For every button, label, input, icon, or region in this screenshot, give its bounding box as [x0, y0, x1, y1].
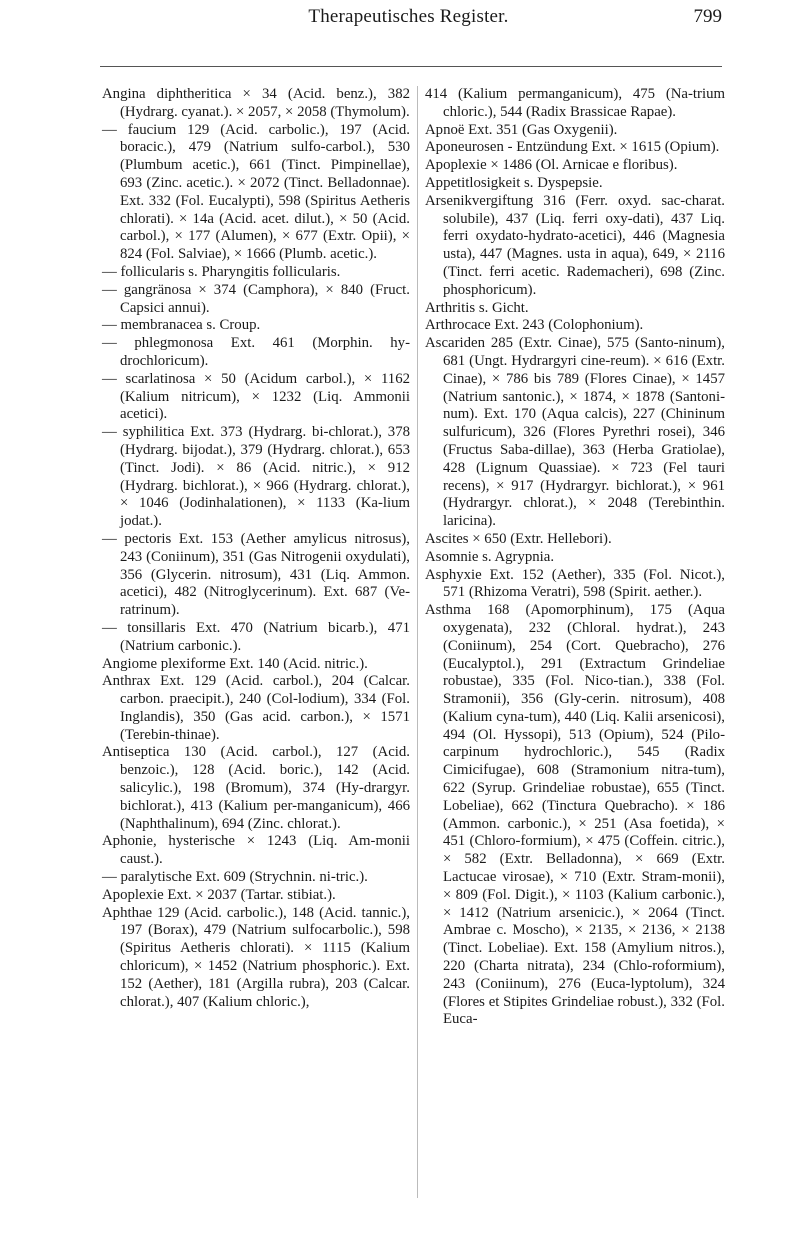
index-entry: — scarlatinosa × 50 (Acidum carbol.), × 1162 (Kalium nitricum), × 1232 (Liq. Ammonii acetici). — [102, 370, 410, 423]
index-entry: Arsenikvergiftung 316 (Ferr. oxyd. sac-charat. solubile), 437 (Liq. ferri oxy-dati), 437 Liq. ferri oxydato-hydrato-acetici), 446 (Magnesia usta), 447 (Magnes. usta in aqua), 649, × 2116 (Tinct. ferri acetic. Rademacheri), 698 (Zinc. phosphoricum). — [425, 192, 725, 298]
index-entry: — faucium 129 (Acid. carbolic.), 197 (Acid. boracic.), 479 (Natrium sulfo-carbol.), 530 (Plumbum acetic.), 661 (Tinct. Pimpinellae), 693 (Zinc. acetic.). × 2072 (Tinct. Belladonnae). Ext. 332 (Fol. Eucalypti), 598 (Spiritus Aetheris chlorati). × 14a (Acid. acet. dilut.), × 50 (Acid. carbol.), × 177 (Alumen), × 677 (Extr. Opii), × 824 (Fol. Salviae), × 1666 (Plumb. acetic.). — [102, 121, 410, 263]
index-entry: Ascariden 285 (Extr. Cinae), 575 (Santo-ninum), 681 (Ungt. Hydrargyri cine-reum). × 616 (Extr. Cinae), × 786 bis 789 (Flores Cinae), × 1457 (Natrium santonic.), × 1874, × 1878 (Santoni-num). Ext. 170 (Aqua calcis), 227 (Chininum sulfuricum), 326 (Flores Pyrethri rosei), 346 (Fructus Saba-dillae), 363 (Herba Gratiolae), 428 (Lignum Quassiae). × 723 (Fel tauri recens), × 917 (Hydrargyr. bichlorat.), × 961 (Hydrargyr. chlorat.), × 2048 (Terebinthin. laricina). — [425, 335, 725, 530]
index-entry: — membranacea s. Croup. — [102, 317, 261, 334]
index-entry: Aphonie, hysterische × 1243 (Liq. Am-monii caust.). — [102, 833, 410, 868]
index-entry: — follicularis s. Pharyngitis follicularis. — [102, 263, 341, 280]
index-entry: Apoplexie Ext. × 2037 (Tartar. stibiat.). — [102, 886, 336, 903]
index-entry: — gangränosa × 374 (Camphora), × 840 (Fruct. Capsici annui). — [102, 281, 410, 316]
index-entry: Anthrax Ext. 129 (Acid. carbol.), 204 (Calcar. carbon. praecipit.), 240 (Col-lodium), 334 (Fol. Inglandis), 350 (Gas acid. carbon.), × 1571 (Terebin-thinae). — [102, 673, 410, 743]
left-column — [102, 86, 410, 1011]
index-entry: — pectoris Ext. 153 (Aether amylicus nitrosus), 243 (Coniinum), 351 (Gas Nitrogenii oxydulati), 356 (Glycerin. nitrosum), 431 (Liq. Ammon. acetici), 482 (Nitroglycerinum). Ext. 687 (Ve-ratrinum). — [102, 530, 410, 619]
header-rule — [100, 66, 722, 67]
page-title: Therapeutisches Register. — [308, 6, 509, 27]
index-entry: Angina diphtheritica × 34 (Acid. benz.), 382 (Hydrarg. cyanat.). × 2057, × 2058 (Thymolum). — [102, 86, 410, 120]
page-number: 799 — [693, 6, 722, 27]
index-entry: Ascites × 650 (Extr. Hellebori). — [425, 530, 612, 547]
index-entry: Asthma 168 (Apomorphinum), 175 (Aqua oxygenata), 232 (Chloral. hydrat.), 243 (Coniinum), 254 (Cort. Quebracho), 276 (Eucalyptol.), 291 (Extractum Grindeliae robustae), 335 (Fol. Nico-tian.), 338 (Fol. Stramonii), 356 (Gly-cerin. nitrosum), 408 (Kalium cyna-tum), 440 (Liq. Kalii arsenicosi), 494 (Ol. Hyssopi), 513 (Opium), 524 (Pilo-carpinum hydrochloric.), 545 (Radix Cimicifugae), 608 (Stramonium nitra-tum), 622 (Syrup. Grindeliae robustae), 655 (Tinct. Lobeliae), 662 (Tinctura Quebracho). × 186 (Ammon. carbonic.), × 251 (Asa foetida), × 451 (Chloro-formium), × 475 (Coffein. citric.), × 582 (Extr. Belladonna), × 669 (Extr. Lactucae virosae), × 710 (Extr. Stram-monii), × 809 (Fol. Digit.), × 1103 (Kalium carbonic.), × 1412 (Natrium arsenicic.), × 2064 (Tinct. Ambrae c. Moscho), × 2135, × 2136, × 2138 (Tinct. Lobeliae). Ext. 158 (Amylium nitros.), 220 (Charta nitrata), 234 (Chlo-roformium), 243 (Coniinum), 276 (Euca-lyptolum), 324 (Flores et Stipites Grindeliae robust.), 332 (Fol. Euca- — [425, 602, 725, 1028]
index-entry: — syphilitica Ext. 373 (Hydrarg. bi-chlorat.), 378 (Hydrarg. bijodat.), 379 (Hydrarg. chlorat.), 653 (Tinct. Jodi). × 86 (Acid. nitric.), × 912 (Hydrarg. bichlorat.), × 966 (Hydrarg. chlorat.), × 1046 (Jodinhalationen), × 1133 (Ka-lium jodat.). — [102, 424, 410, 530]
index-entry: Angiome plexiforme Ext. 140 (Acid. nitric.). — [102, 655, 368, 672]
index-entry: Arthrocace Ext. 243 (Colophonium). — [425, 317, 644, 334]
index-entry: Asomnie s. Agrypnia. — [425, 548, 555, 565]
index-entry: Appetitlosigkeit s. Dyspepsie. — [425, 174, 603, 191]
index-entry: Antiseptica 130 (Acid. carbol.), 127 (Acid. benzoic.), 128 (Acid. boric.), 142 (Acid. salicylic.), 198 (Bromum), 374 (Hy-drargyr. bichlorat.), 413 (Kalium per-manganicum), 466 (Naphthalinum), 694 (Zinc. chlorat.). — [102, 744, 410, 832]
index-entry: Apnoë Ext. 351 (Gas Oxygenii). — [425, 121, 618, 138]
index-entry: Aphthae 129 (Acid. carbolic.), 148 (Acid. tannic.), 197 (Borax), 479 (Natrium sulfocarbolic.), 598 (Spiritus Aetheris chlorati). × 1115 (Kalium chloricum), × 1452 (Natrium phosphoric.). Ext. 152 (Aether), 181 (Argilla rubra), 203 (Calcar. chlorat.), 407 (Kalium chloric.), — [102, 904, 410, 1010]
right-column — [425, 86, 725, 1029]
index-entry: — tonsillaris Ext. 470 (Natrium bicarb.), 471 (Natrium carbonic.). — [102, 619, 410, 654]
index-entry: Arthritis s. Gicht. — [425, 299, 529, 316]
index-entry: Asphyxie Ext. 152 (Aether), 335 (Fol. Nicot.), 571 (Rhizoma Veratri), 598 (Spirit. aether.). — [425, 566, 725, 601]
index-entry: Apoplexie × 1486 (Ol. Arnicae e floribus). — [425, 157, 678, 174]
page-header — [95, 6, 722, 36]
index-entry: Aponeurosen - Entzündung Ext. × 1615 (Opium). — [425, 139, 720, 156]
index-entry: — phlegmonosa Ext. 461 (Morphin. hy-drochloricum). — [102, 335, 410, 369]
index-entry: 414 (Kalium permanganicum), 475 (Na-trium chloric.), 544 (Radix Brassicae Rapae). — [425, 86, 725, 120]
column-divider — [417, 86, 418, 1198]
index-entry: — paralytische Ext. 609 (Strychnin. ni-tric.). — [102, 869, 368, 886]
